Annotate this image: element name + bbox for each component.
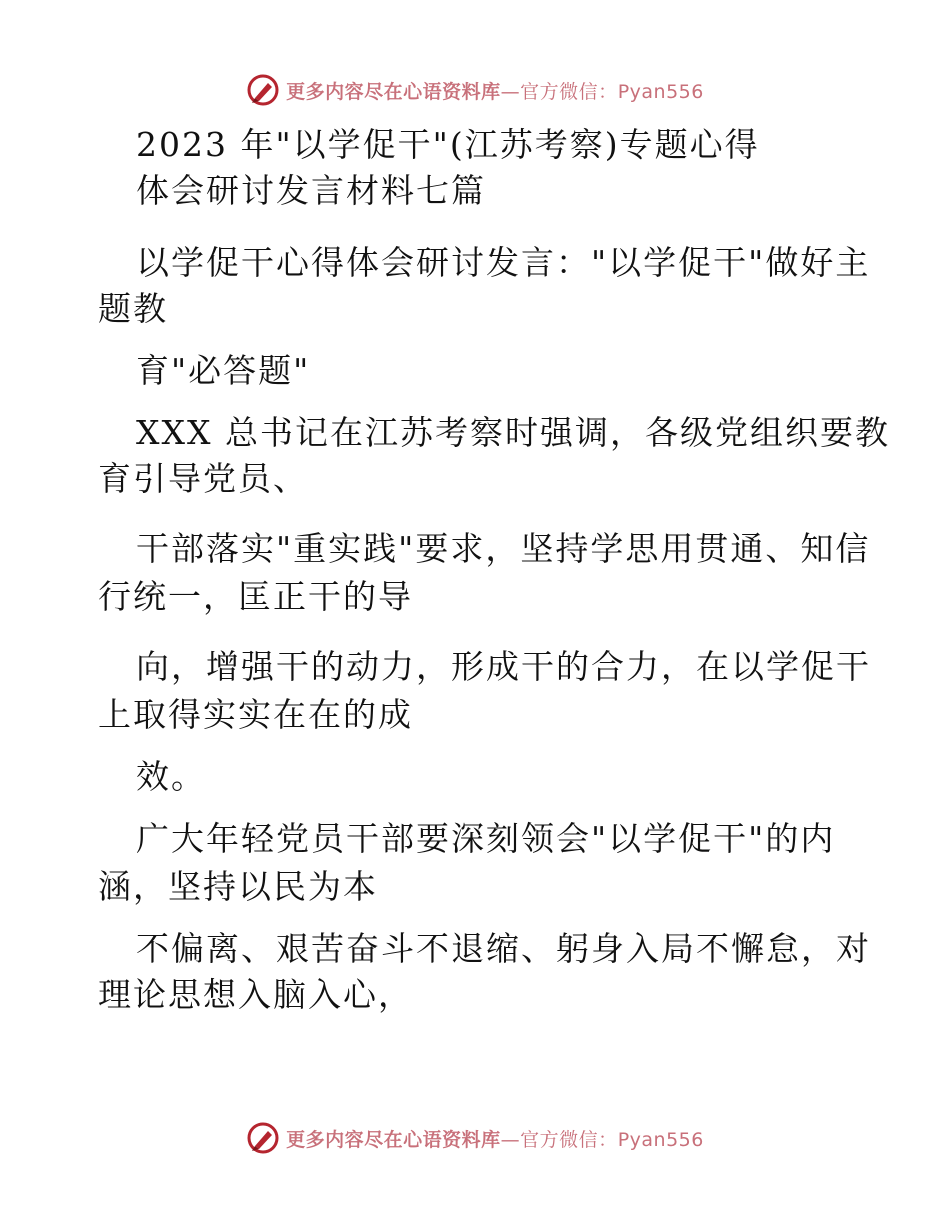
- watermark-separator: —: [500, 80, 521, 103]
- document-line: 育引导党员、: [98, 459, 308, 498]
- document-line: 以学促干心得体会研讨发言："以学促干"做好主: [136, 243, 871, 282]
- document-line: 行统一，匡正干的导: [98, 577, 413, 616]
- document-line: 题教: [98, 289, 168, 328]
- watermark-wechat-id: Pyan556: [617, 80, 704, 103]
- watermark-official: 官方微信：: [520, 80, 618, 103]
- document-line: 涵，坚持以民为本: [98, 867, 378, 906]
- document-line: 效。: [136, 757, 206, 796]
- document-line: 理论思想入脑入心，: [98, 975, 413, 1014]
- watermark-main: 更多内容尽在心语资料库: [286, 1128, 501, 1151]
- watermark-wechat-id: Pyan556: [617, 1128, 704, 1151]
- document-line: 干部落实"重实践"要求，坚持学思用贯通、知信: [136, 529, 871, 568]
- document-line: 上取得实实在在的成: [98, 695, 413, 734]
- document-line: 体会研讨发言材料七篇: [136, 171, 486, 210]
- document-line: 育"必答题": [136, 351, 311, 390]
- footer-watermark: [0, 1118, 950, 1158]
- watermark-separator: —: [500, 1128, 521, 1151]
- document-line: XXX 总书记在江苏考察时强调，各级党组织要教: [136, 413, 890, 452]
- document-line: 向，增强干的动力，形成干的合力，在以学促干: [136, 647, 871, 686]
- watermark-main: 更多内容尽在心语资料库: [286, 80, 501, 103]
- pen-logo-icon: [246, 1121, 280, 1155]
- document-line: 广大年轻党员干部要深刻领会"以学促干"的内: [136, 819, 836, 858]
- document-line: 2023 年"以学促干"(江苏考察)专题心得: [136, 125, 760, 164]
- header-watermark: [0, 70, 950, 110]
- watermark-official: 官方微信：: [520, 1128, 618, 1151]
- pen-logo-icon: [246, 73, 280, 107]
- document-line: 不偏离、艰苦奋斗不退缩、躬身入局不懈怠，对: [136, 929, 871, 968]
